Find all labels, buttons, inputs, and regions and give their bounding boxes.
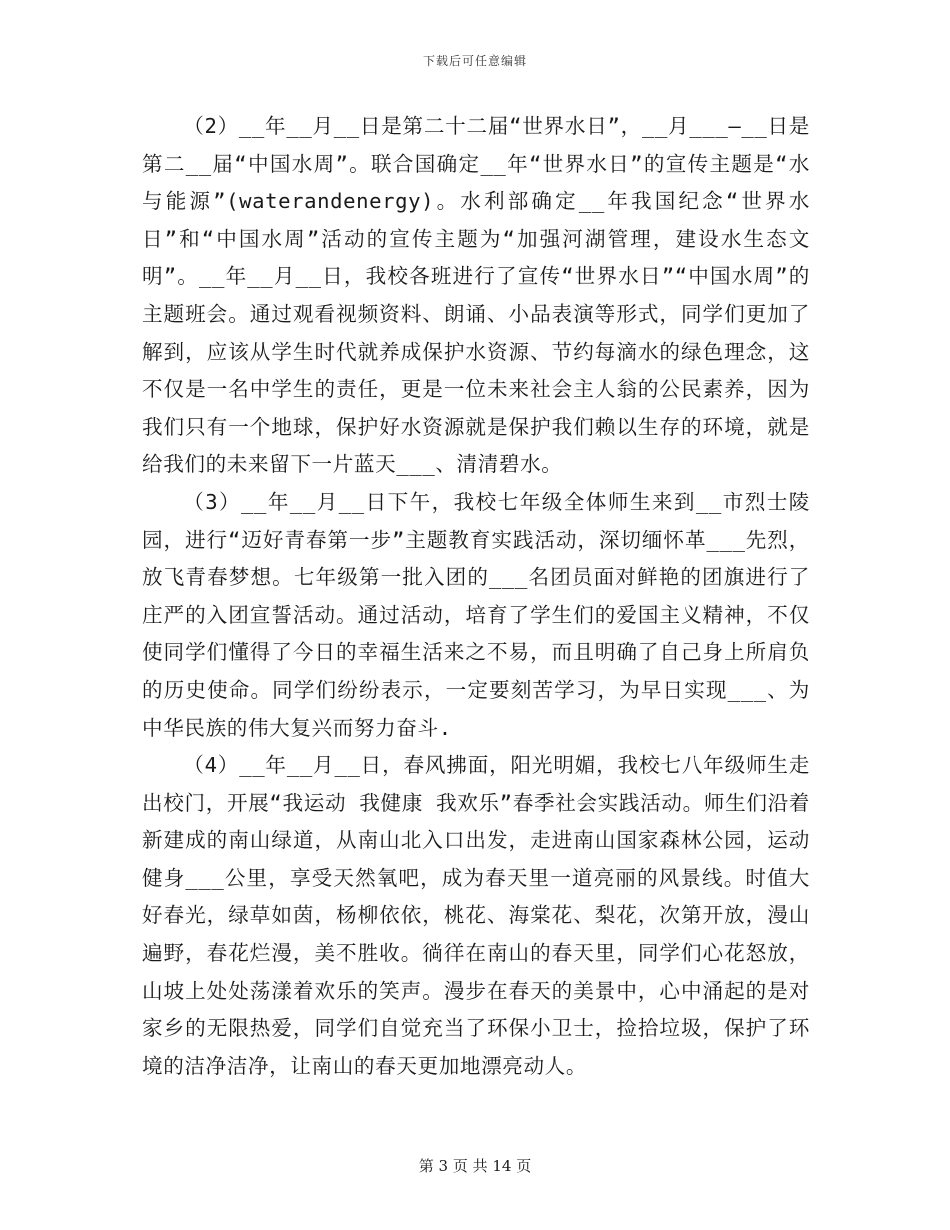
paragraph-spring-outing: （4）__年__月__日，春风拂面，阳光明媚，我校七八年级师生走出校门，开展“我运动 我健康 我欢乐”春季社会实践活动。师生们沿着新建成的南山绿道，从南山北入口出发，走进南山国家森林公园，运动健身___公里，享受天然氧吧，成为春天里一道亮丽的风景线。时值大好春光，绿草如茵，杨柳依依，桃花、海棠花、梨花，次第开放，漫山遍野，春花烂漫，美不胜收。徜徉在南山的春天里，同学们心花怒放，山坡上处处荡漾着欢乐的笑声。漫步在春天的美景中，心中涌起的是对家乡的无限热爱，同学们自觉充当了环保小卫士，捡拾垃圾，保护了环境的洁净洁净，让南山的春天更加地漂亮动人。 — [142, 753, 810, 1078]
header-note: 下载后可任意编辑 — [422, 54, 527, 68]
paragraph-world-water-day: （2）__年__月__日是第二十二届“世界水日”，__月___—__日是第二__届“中国水周”。联合国确定__年“世界水日”的宣传主题是“水与能源”(waterandenergy)。水利部确定__年我国纪念“世界水日”和“中国水周”活动的宣传主题为“加强河湖管理，建设水生态文明”。__年__月__日，我校各班进行了宣传“世界水日”“中国水周”的主题班会。通过观看视频资料、朗诵、小品表演等形式，同学们更加了解到，应该从学生时代就养成保护水资源、节约每滴水的绿色理念，这不仅是一名中学生的责任，更是一位未来社会主人翁的公民素养，因为我们只有一个地球，保护好水资源就是保护我们赖以生存的环境，就是给我们的未来留下一片蓝天___、清清碧水。 — [142, 114, 810, 477]
document-body — [142, 108, 810, 1085]
page-number: 第 3 页 共 14 页 — [418, 1157, 532, 1175]
paragraph-martyrs-cemetery: （3）__年__月__日下午，我校七年级全体师生来到__市烈士陵园，进行“迈好青春第一步”主题教育实践活动，深切缅怀革___先烈，放飞青春梦想。七年级第一批入团的___名团员面对鲜艳的团旗进行了庄严的入团宣誓活动。通过活动，培育了学生们的爱国主义精神，不仅使同学们懂得了今日的幸福生活来之不易，而且明确了自己身上所肩负的历史使命。同学们纷纷表示，一定要刻苦学习，为早日实现___、为中华民族的伟大复兴而努力奋斗. — [142, 489, 810, 740]
